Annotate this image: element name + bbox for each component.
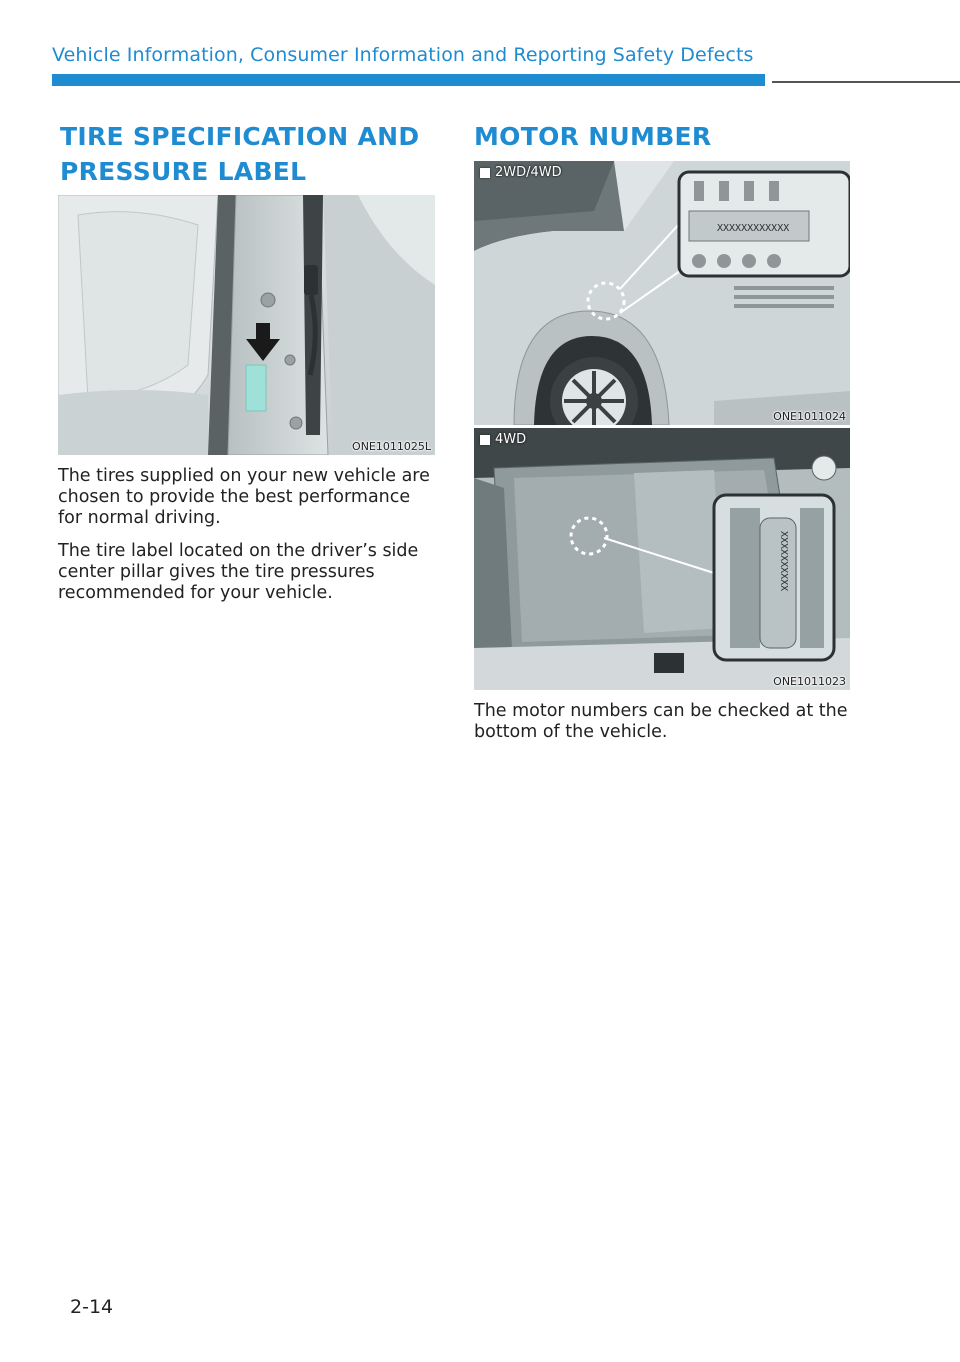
rear-wheel-illustration: [474, 161, 850, 425]
figure2-code: ONE1011023: [773, 675, 846, 688]
figure2-label-text: 4WD: [495, 432, 527, 447]
motor-paragraph: The motor numbers can be checked at the bottom of the vehicle.: [474, 701, 848, 742]
figure1-label-text: 2WD/4WD: [495, 165, 562, 180]
header-rule: [772, 81, 960, 83]
motor-figure-2wd4wd: [474, 161, 850, 425]
square-bullet-icon: [480, 168, 490, 178]
motor-figure-4wd: [474, 428, 850, 690]
tire-title-line1: TIRE SPECIFICATION AND: [60, 122, 420, 151]
motor-section-title: MOTOR NUMBER: [474, 122, 712, 151]
door-pillar-illustration: [58, 195, 435, 455]
tire-paragraph-1: The tires supplied on your new vehicle are chosen to provide the best performance for normal driving.: [58, 466, 430, 528]
tire-figure-code: ONE1011025L: [352, 440, 431, 453]
figure2-label: [480, 432, 526, 447]
motor-stamp-1: XXXXXXXXXXXX: [717, 223, 790, 234]
header-accent-bar: [52, 74, 765, 86]
tire-label-figure: [58, 195, 435, 455]
figure1-code: ONE1011024: [773, 410, 846, 423]
figure1-label: [480, 165, 562, 180]
tire-title-line2: PRESSURE LABEL: [60, 157, 307, 186]
tire-paragraph-2: The tire label located on the driver’s side center pillar gives the tire pressures recommended for your vehicle.: [58, 541, 419, 603]
running-header: Vehicle Information, Consumer Information and Reporting Safety Defects: [52, 44, 754, 66]
tire-section-title: [60, 119, 419, 189]
page-number: 2-14: [70, 1296, 114, 1318]
engine-bay-illustration: [474, 428, 850, 690]
square-bullet-icon: [480, 435, 490, 445]
motor-stamp-2: XXXXXXXXXX: [778, 531, 789, 592]
